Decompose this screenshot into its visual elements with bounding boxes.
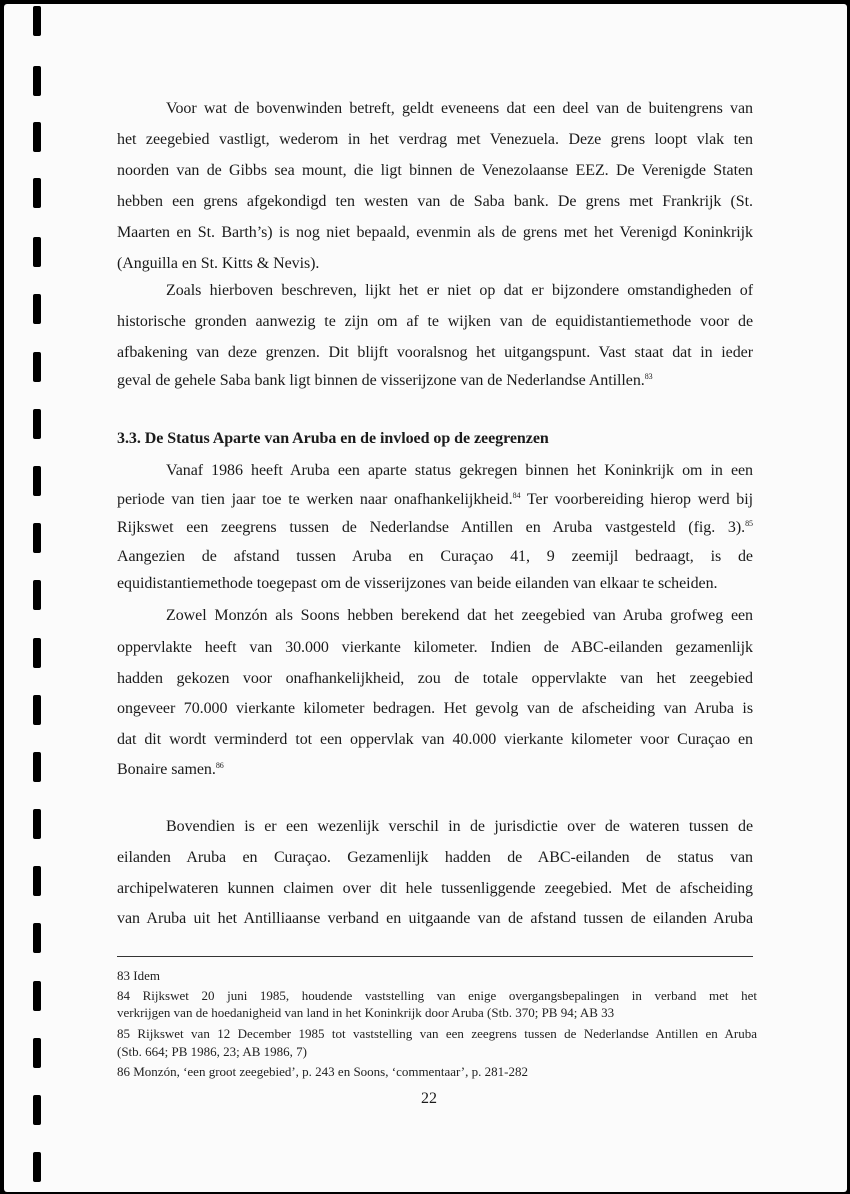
text-line: Voor wat de bovenwinden betreft, geldt eveneens dat een deel van de buitengrens van [166, 100, 753, 117]
text-line: Zoals hierboven beschreven, lijkt het er niet op dat er bijzondere omstandigheden of [166, 282, 753, 299]
footnote-line: verkrijgen van de hoedanigheid van land in het Koninkrijk door Aruba (Stb. 370; PB 94; AB 33 [117, 1005, 615, 1020]
text-span: periode van tien jaar toe te werken naar onafhankelijkheid. [117, 491, 513, 508]
text-line: Vanaf 1986 heeft Aruba een aparte status gekregen binnen het Koninkrijk om in een [166, 462, 753, 479]
binding-hole [33, 237, 41, 267]
document-page [4, 4, 847, 1192]
text-span: Ter voorbereiding hierop werd bij [520, 491, 753, 508]
text-line: equidistantiemethode toegepast om de visserijzones van beide eilanden van elkaar te scheiden. [117, 575, 718, 592]
binding-hole [33, 866, 41, 896]
text-line: dat dit wordt verminderd tot een oppervlak van 40.000 vierkante kilometer voor Curaçao en [117, 731, 753, 748]
text-line: afbakening van deze grenzen. Dit blijft vooralsnog het uitgangspunt. Vast staat dat in ieder [117, 344, 753, 361]
footnote-line: (Stb. 664; PB 1986, 23; AB 1986, 7) [117, 1044, 307, 1059]
text-line [117, 761, 753, 779]
text-line [117, 372, 753, 390]
text-line: Maarten en St. Barth’s) is nog niet bepaald, evenmin als de grens met het Verenigd Koninkrijk [117, 224, 753, 241]
binding-holes [4, 4, 64, 1192]
binding-hole [33, 294, 41, 324]
text-span: Bonaire samen. [117, 761, 216, 778]
binding-hole [33, 695, 41, 725]
page-number: 22 [421, 1090, 437, 1107]
binding-hole [33, 66, 41, 96]
binding-hole [33, 1038, 41, 1068]
binding-hole [33, 923, 41, 953]
text-line: van Aruba uit het Antilliaanse verband en uitgaande van de afstand tussen de eilanden Aruba [117, 910, 753, 927]
binding-hole [33, 638, 41, 668]
footnote-ref[interactable]: 83 [644, 372, 653, 381]
text-span: geval de gehele Saba bank ligt binnen de visserijzone van de Nederlandse Antillen. [117, 372, 645, 389]
footnote-line: 83 Idem [117, 968, 160, 983]
text-line: Bovendien is er een wezenlijk verschil in de jurisdictie over de wateren tussen de [166, 818, 753, 835]
binding-hole [33, 580, 41, 610]
binding-hole [33, 1152, 41, 1182]
binding-hole [33, 981, 41, 1011]
text-line: noorden van de Gibbs sea mount, die ligt binnen de Venezolaanse EEZ. De Verenigde Staten [117, 162, 753, 179]
text-line: Zowel Monzón als Soons hebben berekend dat het zeegebied van Aruba grofweg een [166, 607, 753, 624]
binding-hole [33, 352, 41, 382]
binding-hole [33, 466, 41, 496]
text-line: hadden gekozen voor onafhankelijkheid, zou de totale oppervlakte van het zeegebied [117, 670, 753, 687]
text-line: hebben een grens afgekondigd ten westen van de Saba bank. De grens met Frankrijk (St. [117, 193, 753, 210]
text-line: Aangezien de afstand tussen Aruba en Curaçao 41, 9 zeemijl bedraagt, is de [117, 548, 753, 565]
footnote-ref[interactable]: 85 [745, 519, 753, 528]
binding-hole [33, 809, 41, 839]
text-line: (Anguilla en St. Kitts & Nevis). [117, 255, 320, 272]
text-line: oppervlakte heeft van 30.000 vierkante kilometer. Indien de ABC-eilanden gezamenlijk [117, 639, 753, 656]
text-line: ongeveer 70.000 vierkante kilometer bedragen. Het gevolg van de afscheiding van Aruba is [117, 700, 753, 717]
binding-hole [33, 178, 41, 208]
footnote-line: 86 Monzón, ‘een groot zeegebied’, p. 243 en Soons, ‘commentaar’, p. 281-282 [117, 1064, 528, 1079]
binding-hole [33, 752, 41, 782]
section-heading: 3.3. De Status Aparte van Aruba en de invloed op de zeegrenzen [117, 430, 549, 447]
text-line: historische gronden aanwezig te zijn om af te wijken van de equidistantiemethode voor de [117, 313, 753, 330]
footnote-line: 85 Rijkswet van 12 December 1985 tot vaststelling van een zeegrens tussen de Nederlandse Antillen en Aruba [117, 1026, 757, 1041]
text-line [117, 519, 753, 537]
text-span: Rijkswet een zeegrens tussen de Nederlandse Antillen en Aruba vastgesteld (fig. 3). [117, 519, 746, 536]
text-line: archipelwateren kunnen claimen over dit hele tussenliggende zeegebied. Met de afscheiding [117, 880, 753, 897]
binding-hole [33, 409, 41, 439]
binding-hole [33, 122, 41, 152]
text-line: het zeegebied vastligt, wederom in het verdrag met Venezuela. Deze grens loopt vlak ten [117, 131, 753, 148]
text-line: eilanden Aruba en Curaçao. Gezamenlijk hadden de ABC-eilanden de status van [117, 849, 753, 866]
footnote-line: 84 Rijkswet 20 juni 1985, houdende vaststelling van enige overgangsbepalingen in verband met het [117, 988, 757, 1003]
footnote-ref[interactable]: 84 [512, 491, 521, 500]
binding-hole [33, 523, 41, 553]
binding-hole [33, 6, 41, 36]
text-line [117, 491, 753, 509]
footnote-divider [117, 956, 753, 957]
footnote-ref[interactable]: 86 [215, 761, 224, 770]
